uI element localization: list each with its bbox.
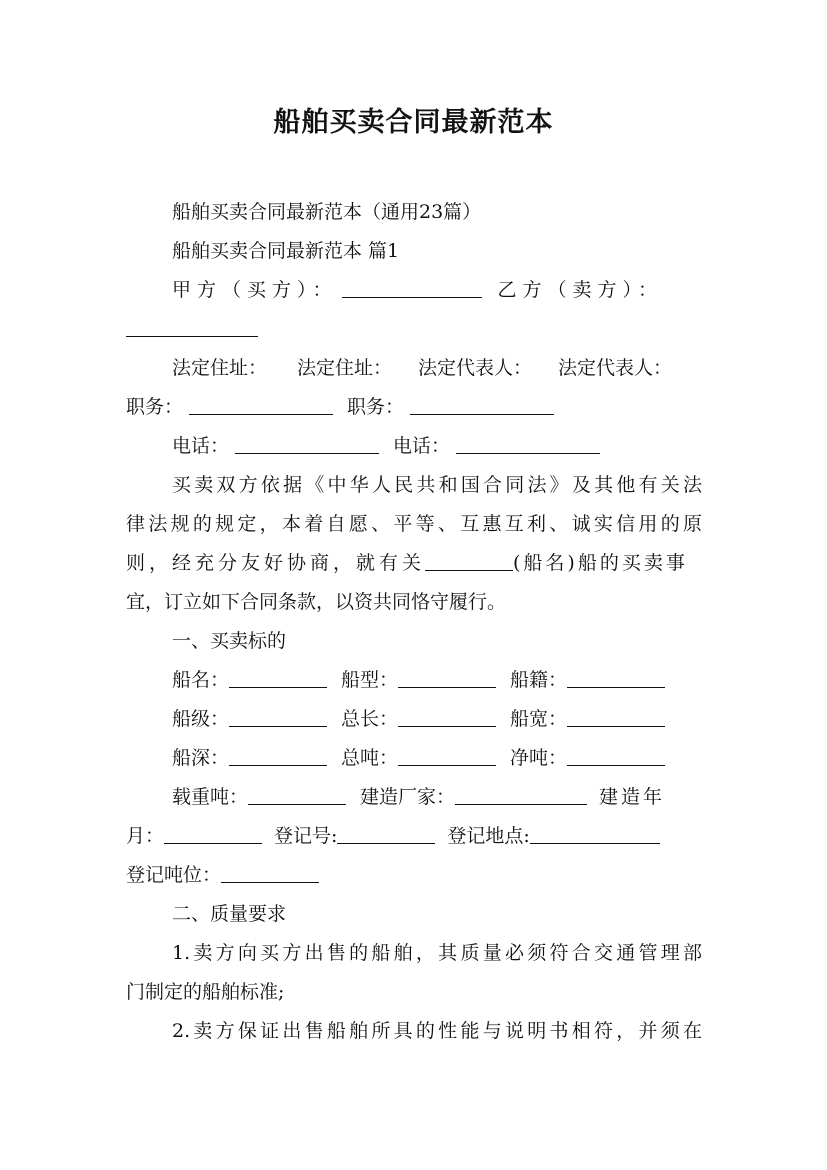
para1-line2: 律法规的规定，本着自愿、平等、互惠互利、诚实信用的原 (126, 513, 702, 535)
build-year-label: 建造年 (599, 786, 666, 808)
depth-label: 船深： (172, 747, 230, 769)
party-a-blank (342, 279, 482, 298)
ship-name-label: 船名： (172, 669, 230, 691)
reg-no-label: 登记号: (274, 825, 338, 847)
rep-b-label: 法定代表人： (558, 357, 673, 379)
item1-line2: 门制定的船舶标准; (126, 981, 285, 1003)
subtitle: 船舶买卖合同最新范本（通用23篇） (172, 201, 482, 223)
position-a-label: 职务： (126, 396, 184, 418)
address-b-label: 法定住址： (297, 357, 393, 379)
depth-blank (229, 747, 327, 766)
parties-line (172, 277, 702, 303)
gross-ton-label: 总吨： (341, 747, 399, 769)
phone-line (172, 433, 702, 459)
ship-type-label: 船型： (341, 669, 399, 691)
party-b-label: 乙方（卖方）： (497, 279, 664, 301)
reg-no-blank (337, 825, 435, 844)
para1-line4: 宜，订立如下合同条款，以资共同恪守履行。 (126, 591, 507, 613)
fields-row4 (172, 784, 702, 810)
phone-b-blank (456, 435, 600, 454)
position-b-blank (410, 396, 554, 415)
party-b-blank-line (126, 316, 702, 342)
para1-line3-b: (船名)船的买卖事 (513, 552, 688, 574)
ship-type-blank (398, 669, 496, 688)
fields-row3 (172, 745, 702, 771)
builder-blank (455, 786, 587, 805)
width-blank (567, 708, 665, 727)
address-a-label: 法定住址： (172, 357, 268, 379)
page-title: 船舶买卖合同最新范本 (273, 107, 554, 138)
net-ton-label: 净吨： (510, 747, 568, 769)
section2-heading: 二、质量要求 (172, 903, 287, 925)
reg-ton-blank (221, 864, 319, 883)
item2-line1: 2.卖方保证出售船舶所具的性能与说明书相符，并须在 (172, 1020, 702, 1042)
build-month-blank (164, 825, 262, 844)
phone-a-blank (235, 435, 379, 454)
reg-place-blank (530, 825, 660, 844)
dwt-label: 载重吨： (172, 786, 249, 808)
rep-a-label: 法定代表人： (418, 357, 533, 379)
item1-line1: 1.卖方向买方出售的船舶，其质量必须符合交通管理部 (172, 942, 702, 964)
build-month-label: 月： (126, 825, 165, 847)
net-ton-blank (567, 747, 665, 766)
para1-line1: 买卖双方依据《中华人民共和国合同法》及其他有关法 (172, 474, 702, 496)
dwt-blank (248, 786, 346, 805)
chapter-heading: 船舶买卖合同最新范本 篇1 (172, 240, 400, 262)
para1-line3-a: 则，经充分友好协商，就有关 (126, 552, 426, 574)
reg-ton-label: 登记吨位： (126, 864, 222, 886)
position-line (126, 394, 702, 420)
fields-row6 (126, 862, 702, 888)
party-b-blank (126, 318, 258, 337)
grade-blank (229, 708, 327, 727)
builder-label: 建造厂家： (360, 786, 456, 808)
section1-heading: 一、买卖标的 (172, 630, 287, 652)
length-label: 总长： (341, 708, 399, 730)
position-a-blank (189, 396, 333, 415)
address-line (172, 355, 702, 381)
position-b-label: 职务： (347, 396, 405, 418)
fields-row5 (126, 823, 702, 849)
ship-name-field-blank (229, 669, 327, 688)
reg-place-label: 登记地点: (447, 825, 530, 847)
registry-blank (567, 669, 665, 688)
phone-b-label: 电话： (393, 435, 451, 457)
registry-label: 船籍： (510, 669, 568, 691)
phone-a-label: 电话： (172, 435, 230, 457)
fields-row1 (172, 667, 702, 693)
para1-line3 (126, 550, 702, 576)
ship-name-blank (425, 552, 513, 571)
gross-ton-blank (398, 747, 496, 766)
party-a-label: 甲方（买方）： (172, 279, 338, 301)
length-blank (398, 708, 496, 727)
grade-label: 船级： (172, 708, 230, 730)
fields-row2 (172, 706, 702, 732)
width-label: 船宽： (510, 708, 568, 730)
